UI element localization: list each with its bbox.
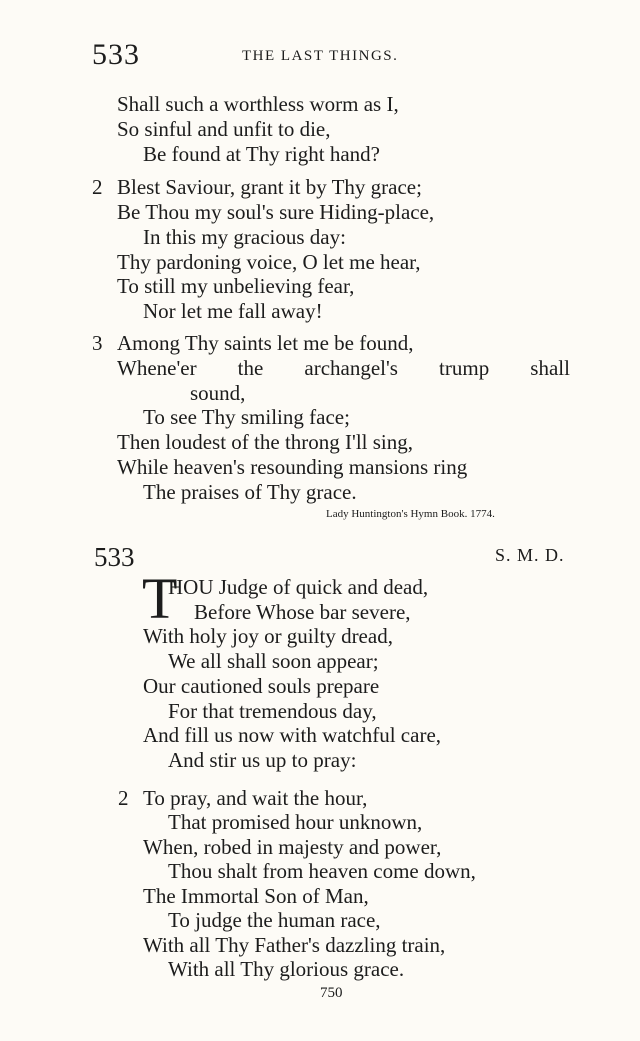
verse-number: 2 (118, 786, 129, 810)
verse-line: Thy pardoning voice, O let me hear, (117, 250, 421, 274)
verse-line: Before Whose bar severe, (194, 600, 411, 624)
verse-line: To see Thy smiling face; (143, 405, 350, 429)
verse-line: With holy joy or guilty dread, (143, 624, 393, 648)
running-title: THE LAST THINGS. (242, 48, 399, 64)
attribution: Lady Huntington's Hymn Book. 1774. (326, 508, 495, 520)
verse-line: Thou shalt from heaven come down, (168, 859, 476, 883)
page-number: 533 (92, 38, 140, 71)
verse-line: Among Thy saints let me be found, (117, 331, 414, 355)
verse-line: While heaven's resounding mansions ring (117, 455, 468, 479)
verse-line: With all Thy glorious grace. (168, 957, 405, 981)
verse-number: 3 (92, 331, 103, 355)
word: archangel's (304, 356, 398, 380)
verse-line: For that tremendous day, (168, 699, 377, 723)
verse-line: The praises of Thy grace. (143, 480, 357, 504)
verse-line: And stir us up to pray: (168, 748, 357, 772)
verse-line: Be found at Thy right hand? (143, 142, 380, 166)
footer-page-number: 750 (320, 985, 343, 1001)
verse-line: Our cautioned souls prepare (143, 674, 380, 698)
verse-line: sound, (190, 381, 246, 405)
verse-line: So sinful and unfit to die, (117, 117, 331, 141)
verse-line: That promised hour unknown, (168, 810, 423, 834)
verse-line: HOU Judge of quick and dead, (168, 575, 429, 599)
verse-line: To pray, and wait the hour, (143, 786, 368, 810)
verse-number: 2 (92, 175, 103, 199)
verse-line: And fill us now with watchful care, (143, 723, 442, 747)
verse-line: Then loudest of the throng I'll sing, (117, 430, 413, 454)
verse-line: Nor let me fall away! (143, 299, 323, 323)
verse-line: The Immortal Son of Man, (143, 884, 369, 908)
verse-line: In this my gracious day: (143, 225, 346, 249)
word: the (237, 356, 264, 380)
verse-line: We all shall soon appear; (168, 649, 379, 673)
verse-line: To still my unbelieving fear, (117, 274, 355, 298)
verse-line: Shall such a worthless worm as I, (117, 92, 399, 116)
verse-line: To judge the human race, (168, 908, 381, 932)
verse-line: Be Thou my soul's sure Hiding-place, (117, 200, 435, 224)
verse-line: With all Thy Father's dazzling train, (143, 933, 446, 957)
verse-line: Blest Saviour, grant it by Thy grace; (117, 175, 422, 199)
word: shall (530, 356, 570, 380)
verse-line-justified (117, 356, 570, 381)
verse-line: When, robed in majesty and power, (143, 835, 442, 859)
drop-cap: T (142, 566, 178, 631)
hymn-number: 533 (94, 542, 135, 572)
hymn-meter: S. M. D. (495, 545, 565, 565)
word: trump (439, 356, 490, 380)
word: Whene'er (117, 356, 197, 380)
